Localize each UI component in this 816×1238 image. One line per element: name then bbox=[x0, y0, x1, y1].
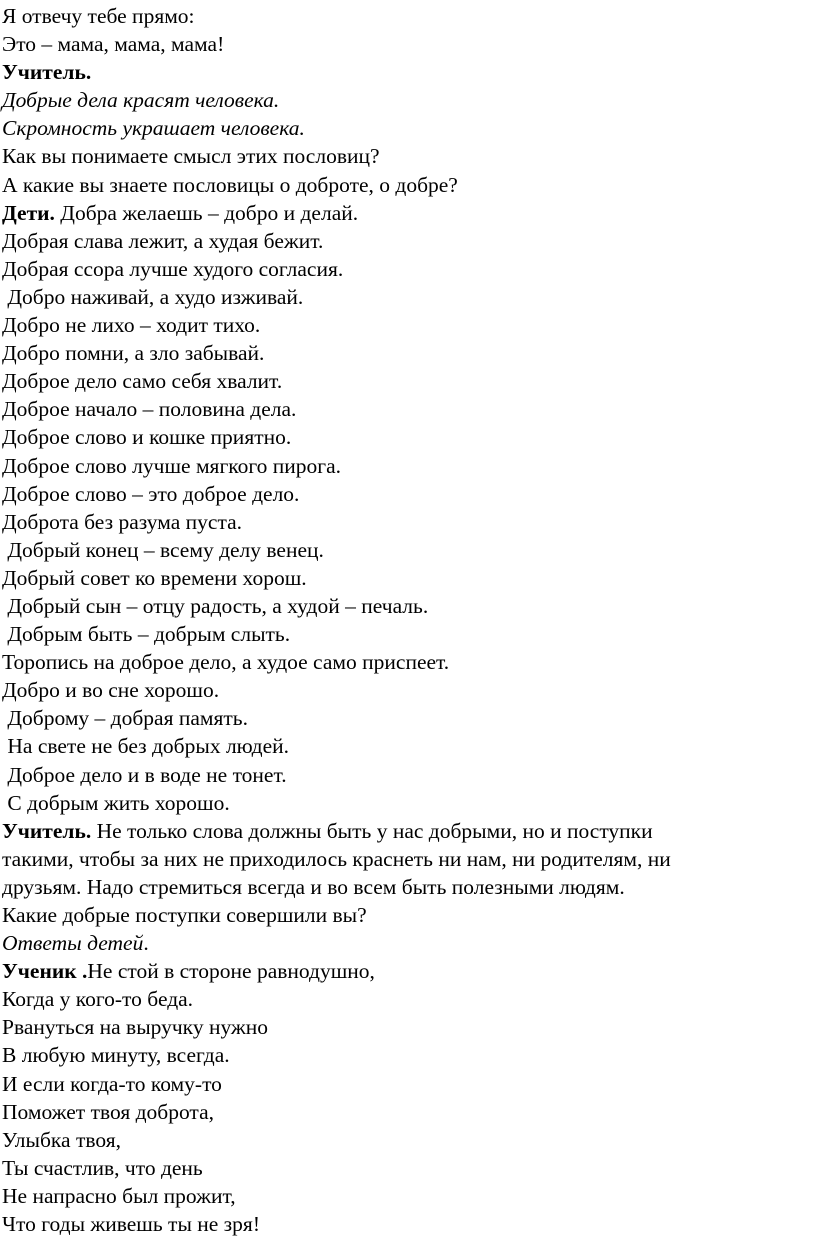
proverb: Доброе дело само себя хвалит. bbox=[2, 369, 283, 394]
speaker-label-children: Дети. bbox=[2, 200, 55, 225]
document-page bbox=[2, 2, 808, 1238]
text-line: Я отвечу тебе прямо: bbox=[2, 4, 195, 28]
proverb: Добрым быть – добрым слыть. bbox=[2, 622, 291, 647]
answers-label: Ответы детей bbox=[2, 931, 144, 956]
poem-line: Рвануться на выручку нужно bbox=[2, 1015, 269, 1040]
proverb-italic: Добрые дела красят человека. bbox=[2, 88, 280, 113]
poem-line: Поможет твоя доброта, bbox=[2, 1099, 214, 1124]
children-line bbox=[2, 199, 808, 227]
proverb: Добро помни, а зло забывай. bbox=[2, 341, 265, 366]
speaker-label-teacher: Учитель. bbox=[2, 818, 92, 843]
proverb: Добра желаешь – добро и делай. bbox=[54, 200, 359, 225]
text-line: Это – мама, мама, мама! bbox=[2, 32, 225, 57]
poem-line: И если когда-то кому-то bbox=[2, 1071, 222, 1096]
proverb: Добрый совет ко времени хорош. bbox=[2, 565, 307, 590]
poem-line: Что годы живешь ты не зря! bbox=[2, 1212, 260, 1237]
proverb: Добрый сын – отцу радость, а худой – печаль. bbox=[2, 593, 429, 618]
poem-line: Ты счастлив, что день bbox=[2, 1155, 203, 1180]
teacher-text: Не только слова должны быть у нас добрыми, но и поступки bbox=[91, 818, 653, 843]
speaker-label-teacher: Учитель. bbox=[2, 60, 92, 85]
proverb: Доброму – добрая память. bbox=[2, 706, 248, 731]
proverb: Добро не лихо – ходит тихо. bbox=[2, 313, 261, 338]
proverb: Доброе слово лучше мягкого пирога. bbox=[2, 453, 342, 478]
poem-line: Улыбка твоя, bbox=[2, 1127, 121, 1152]
question-line: А какие вы знаете пословицы о доброте, о добре? bbox=[2, 172, 458, 197]
teacher-paragraph-line bbox=[2, 817, 808, 845]
proverb: Доброе слово и кошке приятно. bbox=[2, 425, 292, 450]
proverb: Доброе дело и в воде не тонет. bbox=[2, 762, 287, 787]
question-line: Как вы понимаете смысл этих пословиц? bbox=[2, 144, 380, 169]
proverb: Добро наживай, а худо изживай. bbox=[2, 284, 304, 309]
teacher-paragraph-line: такими, чтобы за них не приходилось краснеть ни нам, ни родителям, ни bbox=[2, 846, 671, 871]
proverb: Доброта без разума пуста. bbox=[2, 509, 243, 534]
proverb: Добрая ссора лучше худого согласия. bbox=[2, 256, 344, 281]
proverb-italic: Скромность украшает человека. bbox=[2, 116, 305, 141]
question-line: Какие добрые поступки совершили вы? bbox=[2, 903, 367, 927]
poem-line: В любую минуту, всегда. bbox=[2, 1043, 230, 1068]
teacher-paragraph-line: друзьям. Надо стремиться всегда и во всем быть полезными людям. bbox=[2, 874, 625, 899]
proverb: С добрым жить хорошо. bbox=[2, 790, 230, 815]
proverb: Добро и во сне хорошо. bbox=[2, 678, 220, 703]
proverb: Доброе слово – это доброе дело. bbox=[2, 481, 300, 506]
answers-dot: . bbox=[143, 931, 149, 956]
poem-line: Не напрасно был прожит, bbox=[2, 1183, 236, 1208]
poem-line: Когда у кого-то беда. bbox=[2, 987, 194, 1012]
proverb: Добрая слава лежит, а худая бежит. bbox=[2, 228, 324, 253]
proverb: Торопись на доброе дело, а худое само приспеет. bbox=[2, 650, 450, 675]
proverb: Добрый конец – всему делу венец. bbox=[2, 537, 324, 562]
proverb: На свете не без добрых людей. bbox=[2, 734, 290, 759]
poem-line: Не стой в стороне равнодушно, bbox=[87, 959, 375, 984]
answers-line bbox=[2, 929, 808, 957]
proverb: Доброе начало – половина дела. bbox=[2, 397, 297, 422]
speaker-label-student: Ученик . bbox=[2, 959, 88, 984]
student-line bbox=[2, 957, 808, 985]
